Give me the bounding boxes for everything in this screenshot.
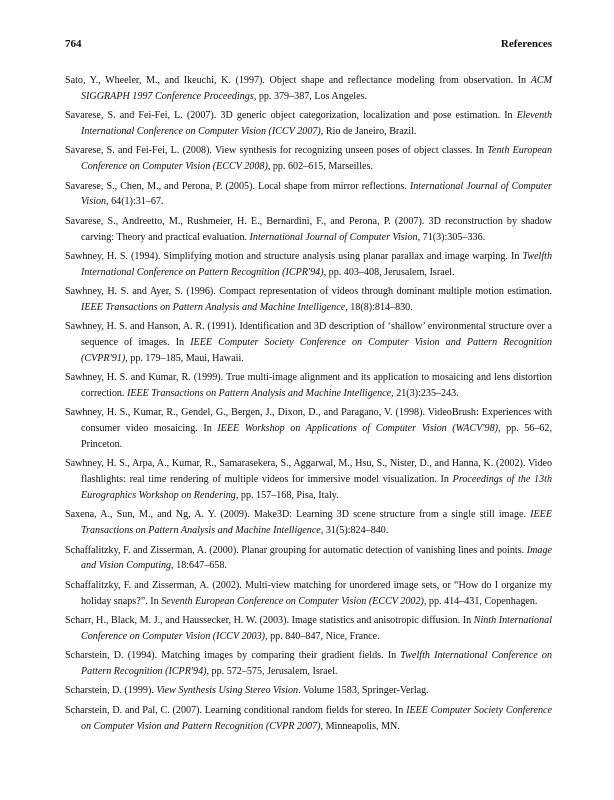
reference-title: Compact representation of videos through dominant multiple motion estimation.: [219, 286, 552, 298]
reference-venue: Ninth International Conference on Computer Vision (ICCV 2003): [81, 615, 553, 642]
reference-entry: [65, 543, 552, 575]
reference-entry: [65, 108, 552, 140]
reference-details: . Volume 1583, Springer-Verlag.: [298, 685, 429, 697]
reference-authors: Savarese, S., Chen, M., and Perona, P. (2005).: [65, 180, 255, 192]
reference-details: , 64(1):31–67.: [106, 196, 164, 208]
reference-title: Planar grouping for automatic detection of vanishing lines and points.: [241, 544, 525, 556]
reference-details: , pp. 56–62, Princeton.: [81, 423, 553, 451]
reference-venue: ACM SIGGRAPH 1997 Conference Proceedings: [81, 75, 552, 102]
reference-authors: Schaffalitzky, F. and Zisserman, A. (2002).: [65, 579, 242, 591]
reference-authors: Scharr, H., Black, M. J., and Haussecker, H. W. (2003).: [65, 615, 289, 627]
reference-authors: Schaffalitzky, F. and Zisserman, A. (2000).: [65, 544, 239, 556]
reference-title: Simplifying motion and structure analysis using planar parallax and image warping. In: [163, 250, 520, 262]
reference-venue: IEEE Transactions on Pattern Analysis and Machine Intelligence: [126, 388, 392, 400]
reference-venue: International Journal of Computer Vision: [81, 180, 552, 208]
reference-list: [65, 73, 552, 738]
reference-authors: Sato, Y., Wheeler, M., and Ikeuchi, K. (1997).: [65, 75, 265, 86]
reference-title: Identification and 3D description of ‘shallow’ environmental structure over a sequence of images. In: [81, 321, 552, 349]
page-number: 764: [65, 38, 82, 50]
reference-venue: Eleventh International Conference on Computer Vision (ICCV 2007): [81, 110, 553, 137]
reference-entry: [65, 507, 552, 539]
reference-title: View synthesis for recognizing unseen poses of object classes. In: [215, 145, 485, 157]
reference-entry: [65, 648, 552, 680]
reference-authors: Scharstein, D. and Pal, C. (2007).: [65, 704, 202, 716]
reference-details: , pp. 414–431, Copenhagen.: [423, 595, 538, 607]
reference-entry: [65, 703, 552, 735]
reference-entry: [65, 578, 552, 610]
reference-venue: Twelfth International Conference on Pattern Recognition (ICPR'94): [81, 250, 553, 278]
reference-title: Object shape and reflectance modeling from observation. In: [269, 75, 527, 86]
reference-title: Learning conditional random fields for stereo. In: [204, 704, 404, 716]
reference-title: 3D reconstruction by shadow carving: Theory and practical evaluation.: [81, 215, 553, 243]
section-title: References: [500, 38, 552, 50]
reference-venue: View Synthesis Using Stereo Vision: [156, 685, 299, 697]
reference-details: , 31(5):824–840.: [320, 525, 389, 537]
reference-authors: Sawhney, H. S., Kumar, R., Gendel, G., Bergen, J., Dixon, D., and Paragano, V. (1998).: [65, 407, 425, 419]
reference-details: , pp. 179–185, Maui, Hawaii.: [125, 352, 244, 364]
reference-details: , Minneapolis, MN.: [320, 720, 400, 732]
reference-authors: Sawhney, H. S. and Hanson, A. R. (1991).: [65, 321, 237, 333]
reference-entry: [65, 143, 552, 175]
reference-venue: IEEE Computer Society Conference on Computer Vision and Pattern Recognition (CVPR'91): [81, 337, 552, 364]
reference-venue: Seventh European Conference on Computer Vision (ECCV 2002): [161, 595, 424, 607]
reference-title: Multi-view matching for unordered image sets, or “How do I organize my holiday snaps?”. In: [81, 579, 552, 607]
reference-entry: [65, 319, 552, 366]
reference-venue: Twelfth International Conference on Pattern Recognition (ICPR'94): [81, 650, 553, 677]
reference-entry: [65, 179, 552, 211]
reference-title: True multi-image alignment and its application to mosaicing and lens distortion correction.: [81, 372, 553, 400]
reference-title: 3D generic object categorization, localization and pose estimation. In: [220, 110, 513, 122]
reference-venue: IEEE Computer Society Conference on Computer Vision and Pattern Recognition (CVPR 2007): [81, 704, 552, 732]
reference-authors: Savarese, S. and Fei-Fei, L. (2008).: [65, 145, 212, 157]
reference-entry: [65, 249, 552, 281]
reference-title: Make3D: Learning 3D scene structure from a single still image.: [253, 509, 527, 521]
reference-details: , pp. 157–168, Pisa, Italy.: [235, 490, 339, 502]
reference-venue: Image and Vision Computing: [81, 544, 552, 572]
reference-authors: Scharstein, D. (1999).: [65, 685, 154, 697]
reference-entry: [65, 284, 552, 316]
reference-details: , 18(8):814–830.: [345, 301, 413, 313]
reference-title: Local shape from mirror reflections.: [258, 180, 407, 192]
reference-entry: [65, 683, 552, 699]
reference-details: , 21(3):235–243.: [391, 388, 459, 400]
reference-details: , pp. 840–847, Nice, France.: [265, 630, 380, 642]
reference-authors: Sawhney, H. S., Arpa, A., Kumar, R., Samarasekera, S., Aggarwal, M., Hsu, S., Nister, D., and Hanna, K. (2002).: [65, 458, 526, 470]
reference-title: VideoBrush: Experiences with consumer video mosaicing. In: [81, 407, 553, 435]
reference-details: , pp. 572–575, Jerusalem, Israel.: [206, 666, 338, 677]
reference-details: , pp. 403–408, Jerusalem, Israel.: [323, 266, 455, 278]
reference-details: , pp. 379–387, Los Angeles.: [253, 90, 368, 102]
reference-venue: IEEE Transactions on Pattern Analysis and Machine Intelligence: [81, 301, 346, 313]
reference-details: , pp. 602–615, Marseilles.: [267, 161, 373, 173]
reference-authors: Savarese, S. and Fei-Fei, L. (2007).: [65, 110, 217, 122]
reference-details: , 71(3):305–336.: [417, 231, 486, 243]
reference-entry: [65, 370, 552, 402]
reference-venue: Tenth European Conference on Computer Vision (ECCV 2008): [81, 145, 553, 173]
reference-entry: [65, 456, 552, 503]
reference-venue: IEEE Transactions on Pattern Analysis and Machine Intelligence: [81, 509, 552, 537]
reference-entry: [65, 405, 552, 452]
reference-venue: Proceedings of the 13th Eurographics Workshop on Rendering: [81, 474, 552, 502]
reference-entry: [65, 214, 552, 246]
reference-entry: [65, 73, 552, 105]
reference-title: Matching images by comparing their gradient fields. In: [161, 650, 397, 662]
reference-venue: IEEE Workshop on Applications of Computer Vision (WACV'98): [217, 423, 498, 435]
reference-authors: Scharstein, D. (1994).: [65, 650, 158, 662]
reference-authors: Sawhney, H. S. and Kumar, R. (1999).: [65, 372, 224, 384]
reference-venue: International Journal of Computer Vision: [249, 231, 418, 243]
page-header: [65, 38, 552, 54]
reference-authors: Savarese, S., Andreetto, M., Rushmeier, H. E., Bernardini, F., and Perona, P. (2007).: [65, 215, 425, 227]
reference-details: , Rio de Janeiro, Brazil.: [320, 125, 417, 137]
reference-entry: [65, 613, 552, 645]
reference-authors: Sawhney, H. S. (1994).: [65, 250, 161, 262]
reference-authors: Sawhney, H. S. and Ayer, S. (1996).: [65, 286, 216, 298]
reference-title: Video flashlights: real time rendering of multiple videos for immersive model visualization. In: [81, 458, 553, 486]
reference-authors: Saxena, A., Sun, M., and Ng, A. Y. (2009).: [65, 509, 250, 521]
reference-details: , 18:647–658.: [171, 560, 227, 572]
reference-title: Image statistics and anisotropic diffusion. In: [291, 615, 472, 627]
